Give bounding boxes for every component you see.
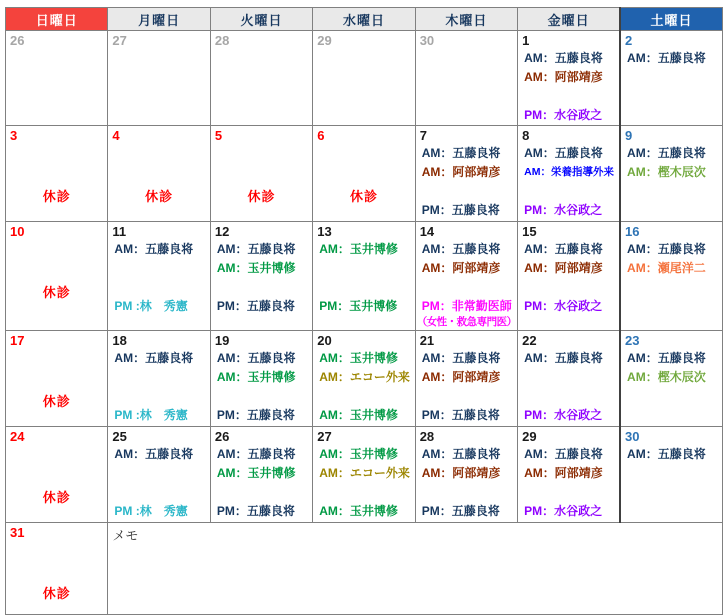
date-number: 27 xyxy=(112,33,127,48)
schedule-entry: AM：玉井博修 xyxy=(216,261,296,275)
date-number: 8 xyxy=(522,128,530,143)
week-row xyxy=(6,427,723,523)
schedule-entry: AM：玉井博修 xyxy=(319,408,398,422)
schedule-entry: PM：五藤良将 xyxy=(421,203,500,217)
empty-line xyxy=(108,368,209,387)
schedule-entry: PM：玉井博修 xyxy=(319,299,398,313)
schedule-entry: PM :林 秀憲 xyxy=(114,504,188,518)
schedule-entry: AM：玉井博修 xyxy=(216,466,296,480)
closed-label: 休診 xyxy=(145,189,174,204)
empty-line xyxy=(313,387,414,406)
date-number: 27 xyxy=(317,429,332,444)
schedule-entry: AM：エコー外来 xyxy=(319,370,410,384)
closed-label: 休診 xyxy=(42,394,71,409)
date-number: 26 xyxy=(10,33,25,48)
closed-label: 休診 xyxy=(247,189,276,204)
schedule-entry: AM：五藤良将 xyxy=(421,146,501,160)
schedule-entry: PM：水谷政之 xyxy=(524,408,603,422)
day-cell xyxy=(313,331,415,427)
schedule-entry: PM：五藤良将 xyxy=(216,299,295,313)
empty-line xyxy=(211,483,312,502)
empty-line xyxy=(313,483,414,502)
schedule-entry: AM：阿部靖彦 xyxy=(524,261,603,275)
schedule-entry: PM：非常勤医師 xyxy=(421,299,512,313)
date-number: 16 xyxy=(625,224,640,239)
day-cell xyxy=(108,126,210,222)
date-number: 2 xyxy=(625,33,633,48)
schedule-entry: AM：玉井博修 xyxy=(319,242,398,256)
weekday-header-tuesday: 火曜日 xyxy=(210,8,312,31)
schedule-entry: AM：五藤良将 xyxy=(524,146,603,160)
empty-line xyxy=(313,278,414,297)
schedule-entry: AM：阿部靖彦 xyxy=(421,466,501,480)
day-cell xyxy=(6,523,108,615)
schedule-entry: PM：水谷政之 xyxy=(524,299,603,313)
date-number: 11 xyxy=(112,224,127,239)
date-number: 12 xyxy=(214,224,230,239)
date-number: 3 xyxy=(10,128,18,143)
day-cell xyxy=(108,427,210,523)
calendar-body xyxy=(6,31,723,615)
day-cell xyxy=(313,126,415,222)
empty-line xyxy=(416,483,517,502)
schedule-entry: AM：五藤良将 xyxy=(524,447,603,461)
day-cell xyxy=(518,331,620,427)
day-cell xyxy=(518,427,620,523)
empty-line xyxy=(211,278,312,297)
schedule-entry: AM：阿部靖彦 xyxy=(524,70,603,84)
day-cell xyxy=(6,331,108,427)
schedule-entry: AM：玉井博修 xyxy=(216,370,296,384)
empty-line xyxy=(518,387,619,406)
schedule-entry: AM：五藤良将 xyxy=(114,447,194,461)
schedule-entry: PM：水谷政之 xyxy=(524,203,603,217)
date-number: 26 xyxy=(214,429,230,444)
day-cell xyxy=(6,427,108,523)
date-number: 17 xyxy=(10,333,25,348)
schedule-entry: AM：五藤良将 xyxy=(216,242,296,256)
schedule-entry: PM：五藤良将 xyxy=(216,504,295,518)
empty-line xyxy=(108,483,209,502)
schedule-entry: AM：玉井博修 xyxy=(319,504,398,518)
day-cell xyxy=(620,31,722,126)
schedule-entry: AM：五藤良将 xyxy=(627,51,706,65)
date-number: 18 xyxy=(112,333,127,348)
schedule-entry: AM：五藤良将 xyxy=(524,351,603,365)
memo-label: メモ xyxy=(112,528,139,543)
schedule-entry: AM：阿部靖彦 xyxy=(421,370,501,384)
day-cell xyxy=(6,31,108,126)
day-cell xyxy=(620,331,722,427)
day-cell xyxy=(210,427,312,523)
schedule-entry: AM：栄養指導外来 xyxy=(524,166,614,178)
week-row xyxy=(6,523,723,615)
day-cell xyxy=(415,222,517,331)
schedule-entry: AM：五藤良将 xyxy=(627,447,706,461)
schedule-entry: AM：五藤良将 xyxy=(421,351,501,365)
schedule-entry: AM：五藤良将 xyxy=(421,242,501,256)
week-row xyxy=(6,31,723,126)
date-number: 29 xyxy=(522,429,537,444)
schedule-entry: AM：五藤良将 xyxy=(114,351,194,365)
memo-cell xyxy=(108,523,723,615)
day-cell xyxy=(518,31,620,126)
weekday-header-sunday: 日曜日 xyxy=(6,8,108,31)
empty-line xyxy=(108,387,209,406)
date-number: 22 xyxy=(522,333,537,348)
day-cell xyxy=(620,427,722,523)
closed-label: 休診 xyxy=(42,586,71,601)
weekday-header-monday: 月曜日 xyxy=(108,8,210,31)
day-cell xyxy=(210,31,312,126)
date-number: 24 xyxy=(10,429,25,444)
date-number: 31 xyxy=(10,525,25,540)
schedule-entry: PM :林 秀憲 xyxy=(114,408,188,422)
schedule-entry: AM：五藤良将 xyxy=(524,51,603,65)
empty-line xyxy=(211,387,312,406)
schedule-entry: PM :林 秀憲 xyxy=(114,299,188,313)
week-row xyxy=(6,331,723,427)
empty-line xyxy=(416,278,517,297)
date-number: 19 xyxy=(214,333,230,348)
schedule-entry: PM：水谷政之 xyxy=(524,504,603,518)
day-cell xyxy=(313,222,415,331)
empty-line xyxy=(518,278,619,297)
date-number: 4 xyxy=(112,128,120,143)
date-number: 15 xyxy=(522,224,537,239)
schedule-entry: AM：樫木辰次 xyxy=(627,370,706,384)
empty-line xyxy=(416,182,517,201)
empty-line xyxy=(108,259,209,278)
date-number: 30 xyxy=(419,33,435,48)
day-cell xyxy=(313,427,415,523)
schedule-entry: AM：玉井博修 xyxy=(319,351,398,365)
date-number: 10 xyxy=(10,224,25,239)
closed-label: 休診 xyxy=(349,189,378,204)
weekday-header-row xyxy=(6,8,723,31)
closed-label: 休診 xyxy=(42,285,71,300)
week-row xyxy=(6,222,723,331)
day-cell xyxy=(210,331,312,427)
date-number: 14 xyxy=(419,224,435,239)
day-cell xyxy=(415,427,517,523)
day-cell xyxy=(518,126,620,222)
schedule-entry: AM：瀬尾洋二 xyxy=(627,261,706,275)
date-number: 6 xyxy=(317,128,325,143)
empty-line xyxy=(416,387,517,406)
day-cell xyxy=(210,222,312,331)
empty-line xyxy=(108,464,209,483)
schedule-calendar xyxy=(5,7,723,615)
date-number: 28 xyxy=(419,429,435,444)
schedule-entry: PM：五藤良将 xyxy=(421,408,500,422)
day-cell xyxy=(6,126,108,222)
schedule-entry: AM：阿部靖彦 xyxy=(421,261,501,275)
week-row xyxy=(6,126,723,222)
schedule-entry: （女性・救急専門医） xyxy=(416,316,517,328)
schedule-entry: AM：五藤良将 xyxy=(627,351,706,365)
calendar-header xyxy=(6,8,723,31)
empty-line xyxy=(518,368,619,387)
closed-label: 休診 xyxy=(42,189,71,204)
schedule-entry: AM：五藤良将 xyxy=(216,447,296,461)
date-number: 25 xyxy=(112,429,127,444)
empty-line xyxy=(518,182,619,201)
date-number: 29 xyxy=(317,33,332,48)
day-cell xyxy=(415,331,517,427)
schedule-entry: PM：五藤良将 xyxy=(421,504,500,518)
empty-line xyxy=(313,259,414,278)
empty-line xyxy=(518,87,619,106)
date-number: 28 xyxy=(214,33,230,48)
date-number: 23 xyxy=(625,333,640,348)
schedule-entry: AM：樫木辰次 xyxy=(627,165,706,179)
day-cell xyxy=(108,331,210,427)
schedule-entry: AM：阿部靖彦 xyxy=(421,165,501,179)
day-cell xyxy=(108,31,210,126)
schedule-entry: AM：五藤良将 xyxy=(627,146,706,160)
date-number: 13 xyxy=(317,224,332,239)
schedule-entry: AM：阿部靖彦 xyxy=(524,466,603,480)
weekday-header-saturday: 土曜日 xyxy=(620,8,722,31)
schedule-entry: AM：五藤良将 xyxy=(627,242,706,256)
day-cell xyxy=(6,222,108,331)
schedule-entry: AM：五藤良将 xyxy=(114,242,194,256)
day-cell xyxy=(108,222,210,331)
day-cell xyxy=(620,222,722,331)
day-cell xyxy=(620,126,722,222)
empty-line xyxy=(108,278,209,297)
date-number: 5 xyxy=(214,128,223,143)
date-number: 20 xyxy=(317,333,332,348)
schedule-entry: AM：エコー外来 xyxy=(319,466,410,480)
schedule-entry: AM：五藤良将 xyxy=(524,242,603,256)
day-cell xyxy=(415,126,517,222)
empty-line xyxy=(518,483,619,502)
date-number: 7 xyxy=(419,128,427,143)
weekday-header-friday: 金曜日 xyxy=(518,8,620,31)
schedule-entry: PM：五藤良将 xyxy=(216,408,295,422)
date-number: 30 xyxy=(625,429,640,444)
date-number: 21 xyxy=(419,333,435,348)
day-cell xyxy=(415,31,517,126)
weekday-header-thursday: 木曜日 xyxy=(415,8,517,31)
day-cell xyxy=(518,222,620,331)
schedule-entry: AM：五藤良将 xyxy=(216,351,296,365)
date-number: 1 xyxy=(522,33,530,48)
closed-label: 休診 xyxy=(42,490,71,505)
date-number: 9 xyxy=(625,128,633,143)
schedule-entry: AM：玉井博修 xyxy=(319,447,398,461)
day-cell xyxy=(210,126,312,222)
schedule-entry: AM：五藤良将 xyxy=(421,447,501,461)
day-cell xyxy=(313,31,415,126)
weekday-header-wednesday: 水曜日 xyxy=(313,8,415,31)
schedule-entry: PM：水谷政之 xyxy=(524,108,603,122)
